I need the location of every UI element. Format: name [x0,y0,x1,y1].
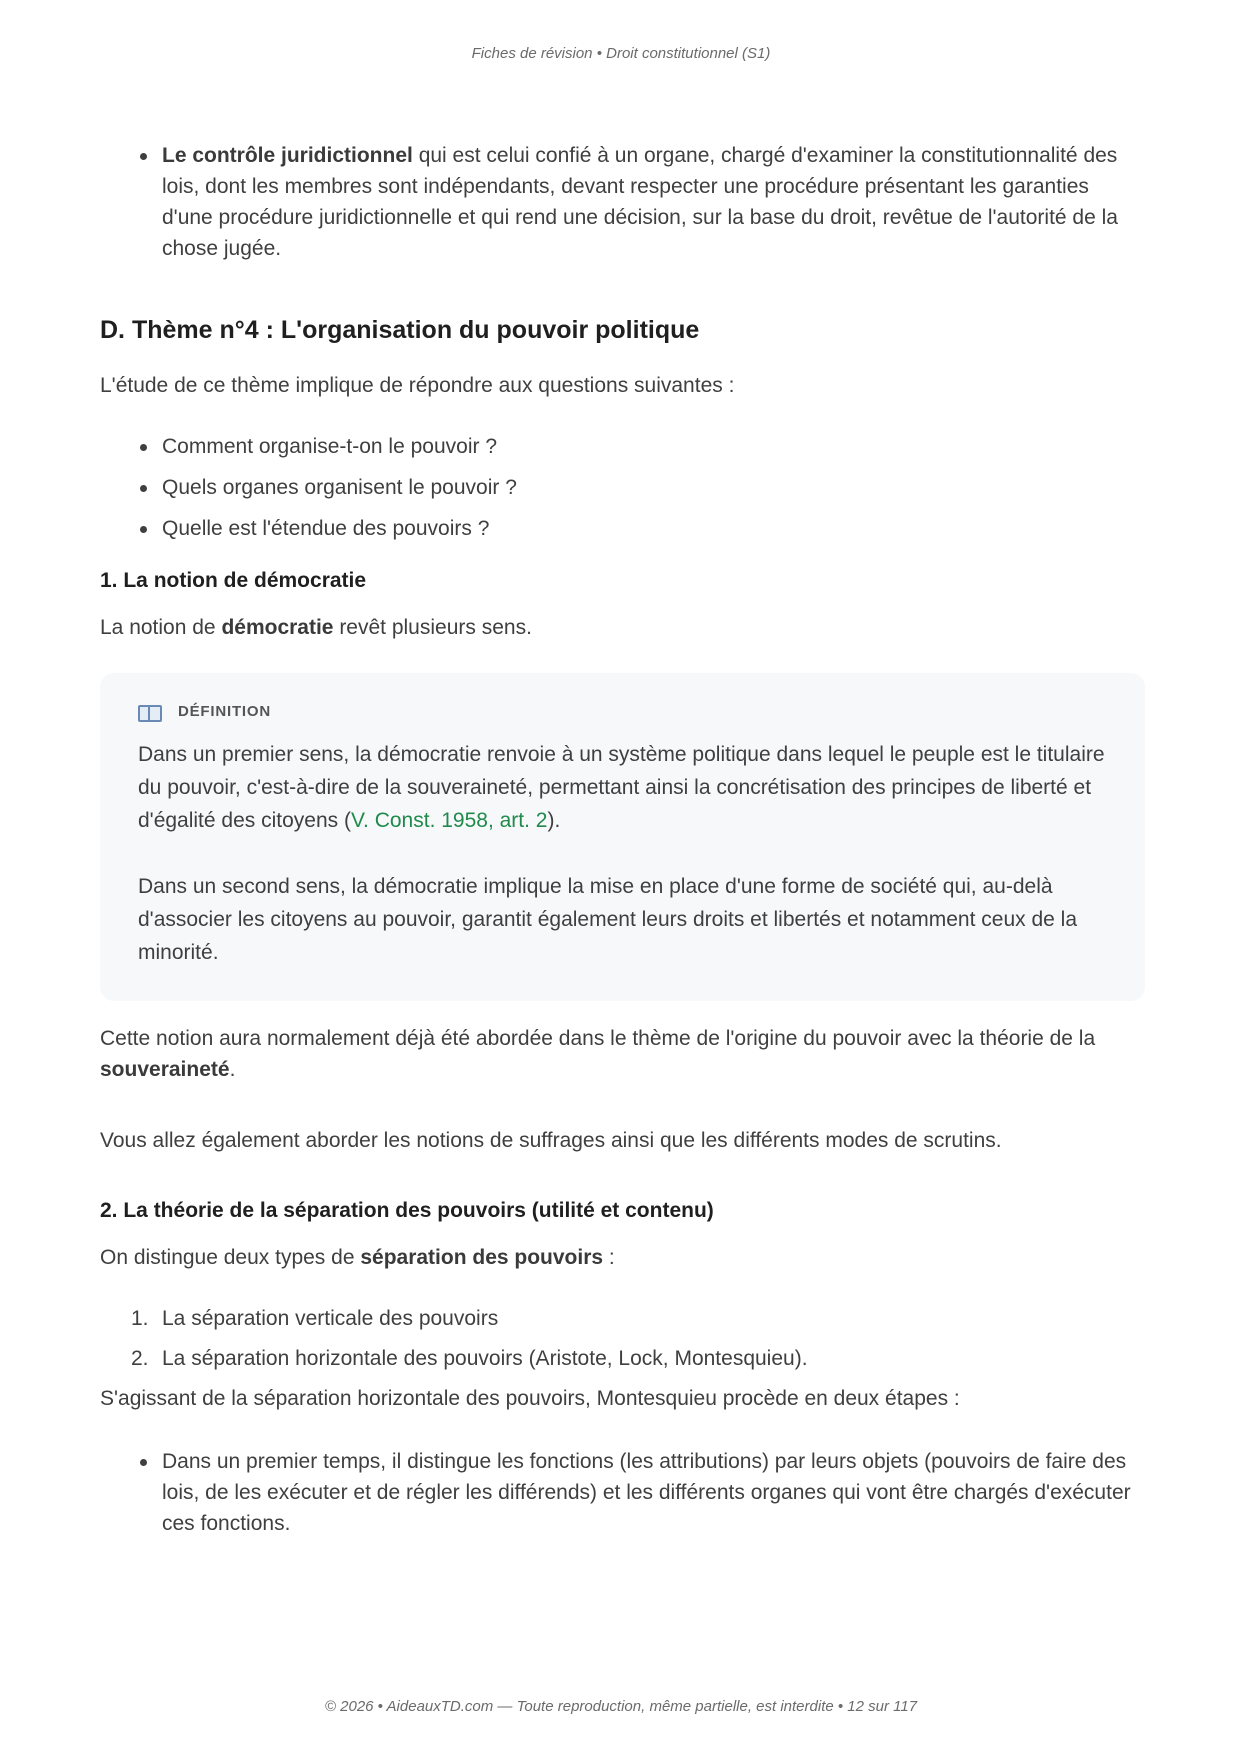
paragraph: Cette notion aura normalement déjà été abordée dans le thème de l'origine du pouvoir avec la théorie de la souveraineté. [100,1027,1096,1081]
definition-paragraph: Dans un second sens, la démocratie implique la mise en place d'une forme de société qui, au-delà d'associer les citoyens au pouvoir, garantit également leurs droits et libertés et notamment ceux de la minorité. [138,875,1078,964]
list-item: 1. La séparation verticale des pouvoirs [131,1307,499,1330]
list-item: Comment organise-t-on le pouvoir ? [138,431,1145,462]
questions-list [138,431,1145,544]
subsection-heading: 2. La théorie de la séparation des pouvoirs (utilité et contenu) [100,1199,714,1222]
running-footer: © 2026 • AideauxTD.com — Toute reproduction, même partielle, est interdite • 12 sur 117 [324,1698,918,1715]
list-item: 2. La séparation horizontale des pouvoirs (Aristote, Lock, Montesquieu). [131,1347,808,1370]
definition-header [138,703,1107,720]
list-item: Quelle est l'étendue des pouvoirs ? [138,513,1145,544]
list-item: Quels organes organisent le pouvoir ? [138,472,1145,503]
paragraph: On distingue deux types de séparation des pouvoirs : [100,1246,615,1269]
definition-paragraph: Dans un premier sens, la démocratie renvoie à un système politique dans lequel le peuple est le titulaire du pouvoir, c'est-à-dire de la souveraineté, permettant ainsi la concrétisation des principes de liberté et d'égalité des citoyens (V. Const. 1958, art. 2). [138,743,1105,832]
definition-label: DÉFINITION [178,703,271,720]
definition-box [100,673,1145,1001]
paragraph: La notion de démocratie revêt plusieurs sens. [100,616,532,639]
page-content [100,140,1145,1539]
legal-reference: V. Const. 1958, art. 2 [350,809,548,832]
paragraph: S'agissant de la séparation horizontale des pouvoirs, Montesquieu procède en deux étapes : [100,1387,960,1410]
paragraph: Vous allez également aborder les notions de suffrages ainsi que les différents modes de scrutins. [100,1129,1002,1152]
steps-list [138,1446,1145,1539]
running-header: Fiches de révision • Droit constitutionnel (S1) [471,45,771,62]
bold-term: Le contrôle juridictionnel [162,144,413,167]
subsection-heading: 1. La notion de démocratie [100,569,367,592]
intro-bullet-list [138,140,1145,264]
list-item-text: qui est celui confié à un organe, chargé d'examiner la constitutionnalité des lois, dont les membres sont indépendants, devant respecter une procédure présentant les garanties d'une procédure juridictionnelle et qui rend une décision, sur la base du droit, revêtue de l'autorité de la chose jugée. [162,144,1118,260]
section-heading: D. Thème n°4 : L'organisation du pouvoir politique [100,316,700,344]
list-item: Dans un premier temps, il distingue les fonctions (les attributions) par leurs objets (pouvoirs de faire des lois, de les exécuter et de régler les différends) et les différents organes qui vont être chargés d'exécuter ces fonctions. [138,1446,1145,1539]
types-list [131,1303,1145,1374]
book-icon [138,704,160,720]
section-intro: L'étude de ce thème implique de répondre aux questions suivantes : [100,374,735,397]
list-item [138,140,1145,264]
